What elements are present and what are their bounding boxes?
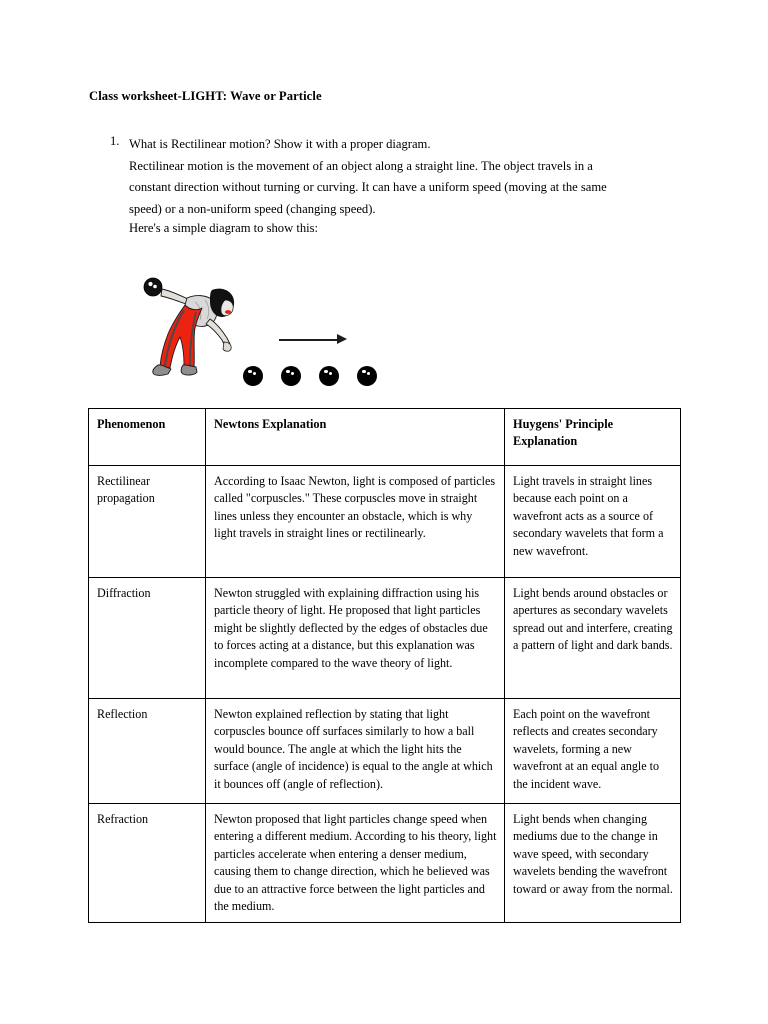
motion-direction-arrow-icon — [279, 334, 347, 346]
table-row — [89, 466, 681, 578]
table-row — [89, 578, 681, 699]
cell-huygens-explanation: Light bends around obstacles or apertures as secondary wavelets spread out and interfere, creating a pattern of light and dark bands. — [505, 578, 681, 699]
phenomena-comparison-table — [88, 408, 681, 923]
page-title: Class worksheet-LIGHT: Wave or Particle — [89, 89, 322, 103]
diagram-lead-text: Here's a simple diagram to show this: — [129, 221, 319, 235]
bowling-balls-row — [243, 366, 393, 390]
question-prompt: What is Rectilinear motion? Show it with a proper diagram. — [129, 137, 431, 151]
cell-phenomenon: Reflection — [89, 699, 206, 804]
column-header-huygens: Huygens' Principle Explanation — [505, 409, 681, 466]
question-answer-line-2: constant direction without turning or curving. It can have a uniform speed (moving at the same — [129, 180, 607, 194]
rectilinear-motion-diagram — [140, 272, 400, 392]
question-answer-line-1: Rectilinear motion is the movement of an object along a straight line. The object travels in a — [129, 158, 593, 173]
bowling-ball — [243, 366, 263, 386]
column-header-newton: Newtons Explanation — [206, 409, 505, 466]
cell-phenomenon: Diffraction — [89, 578, 206, 699]
column-header-phenomenon: Phenomenon — [89, 409, 206, 466]
question-answer-line-3: speed) or a non-uniform speed (changing speed). — [129, 201, 376, 216]
table-row — [89, 804, 681, 923]
cell-phenomenon: Rectilinear propagation — [89, 466, 206, 578]
table-header-row — [89, 409, 681, 466]
cell-newton-explanation: Newton struggled with explaining diffraction using his particle theory of light. He proposed that light particles might be slightly deflected by the edges of obstacles due to forces acting at a distance, but this explanation was incomplete compared to the wave theory of light. — [206, 578, 505, 699]
question-body — [129, 134, 664, 220]
cell-huygens-explanation: Light travels in straight lines because each point on a wavefront acts as a source of secondary wavelets that form a new wavefront. — [505, 466, 681, 578]
question-number: 1. — [110, 134, 120, 148]
cell-newton-explanation: Newton proposed that light particles change speed when entering a different medium. According to his theory, light particles accelerate when entering a denser medium, causing them to change direction, which he believed was due to an attractive force between the light particles and the medium. — [206, 804, 505, 923]
arrow-head — [337, 334, 347, 344]
cell-newton-explanation: Newton explained reflection by stating that light corpuscles bounce off surfaces similarly to how a ball would bounce. The angle at which the light hits the surface (angle of incidence) is equal to the angle at which it bounces off (angle of reflection). — [206, 699, 505, 804]
bowler-figure-icon — [140, 272, 245, 382]
cell-newton-explanation: According to Isaac Newton, light is composed of particles called "corpuscles." These corpuscles move in straight lines unless they encounter an obstacle, which is why light travels in straight lines or rectilinearly. — [206, 466, 505, 578]
cell-huygens-explanation: Each point on the wavefront reflects and creates secondary wavelets, forming a new wavefront at an equal angle to the incident wave. — [505, 699, 681, 804]
bowling-ball — [357, 366, 377, 386]
cell-huygens-explanation: Light bends when changing mediums due to the change in wave speed, with secondary wavelets bending the wavefront toward or away from the normal. — [505, 804, 681, 923]
arrow-shaft — [279, 339, 339, 341]
cell-phenomenon: Refraction — [89, 804, 206, 923]
table-row — [89, 699, 681, 804]
bowling-ball — [281, 366, 301, 386]
bowling-ball — [319, 366, 339, 386]
